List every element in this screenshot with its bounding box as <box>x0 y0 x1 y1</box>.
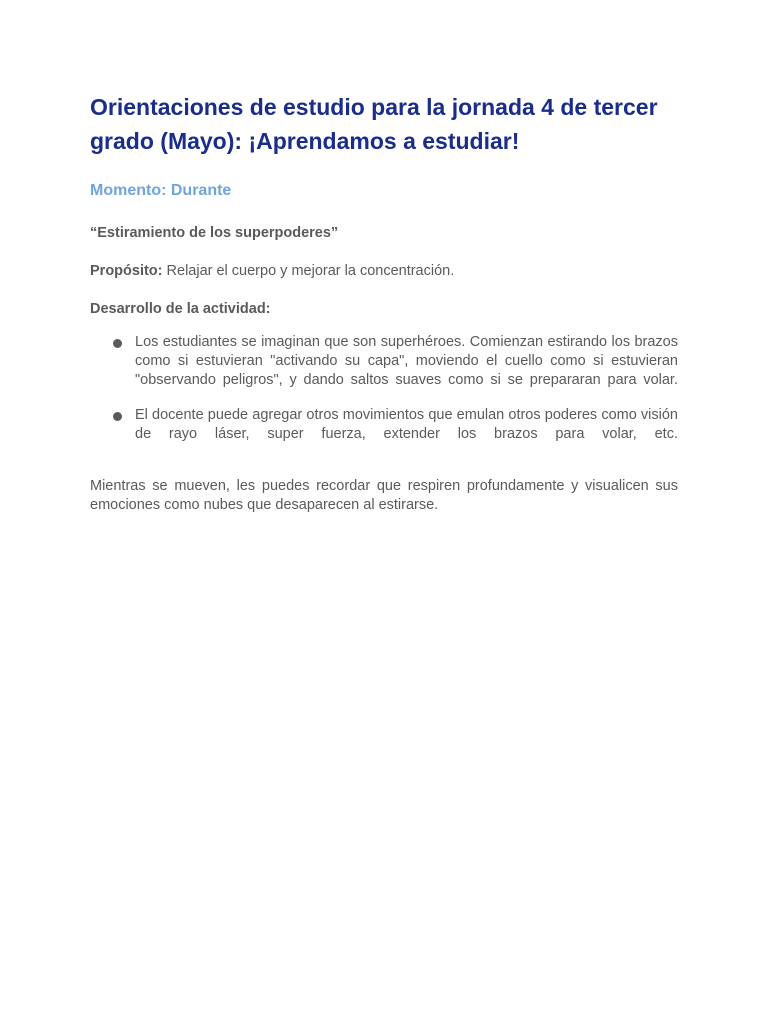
moment-heading: Momento: Durante <box>90 182 232 199</box>
bullet-text: El docente puede agregar otros movimientos que emulan otros poderes como visión de rayo láser, super fuerza, extender los brazos para volar, etc. <box>135 407 678 442</box>
development-heading: Desarrollo de la actividad: <box>90 301 271 317</box>
bullet-text: Los estudiantes se imaginan que son superhéroes. Comienzan estirando los brazos como si estuvieran "activando su capa", moviendo el cuello como si estuvieran "observando peligros", y dando saltos suaves como si se prepararan para volar. <box>135 334 678 388</box>
activity-title: “Estiramiento de los superpoderes” <box>90 225 339 241</box>
page-title: Orientaciones de estudio para la jornada 4 de tercer grado (Mayo): ¡Aprendamos a estudiar! <box>90 94 658 154</box>
purpose-paragraph <box>90 261 678 281</box>
list-item <box>90 406 678 444</box>
closing-paragraph: Mientras se mueven, les puedes recordar que respiren profundamente y visualicen sus emociones como nubes que desaparecen al estirarse. <box>90 478 678 513</box>
bullet-dot-icon <box>113 412 122 421</box>
purpose-label: Propósito: <box>90 263 163 279</box>
list-item <box>90 333 678 390</box>
activity-bullet-list <box>90 333 678 444</box>
purpose-text: Relajar el cuerpo y mejorar la concentración. <box>162 263 455 279</box>
bullet-dot-icon <box>113 339 122 348</box>
